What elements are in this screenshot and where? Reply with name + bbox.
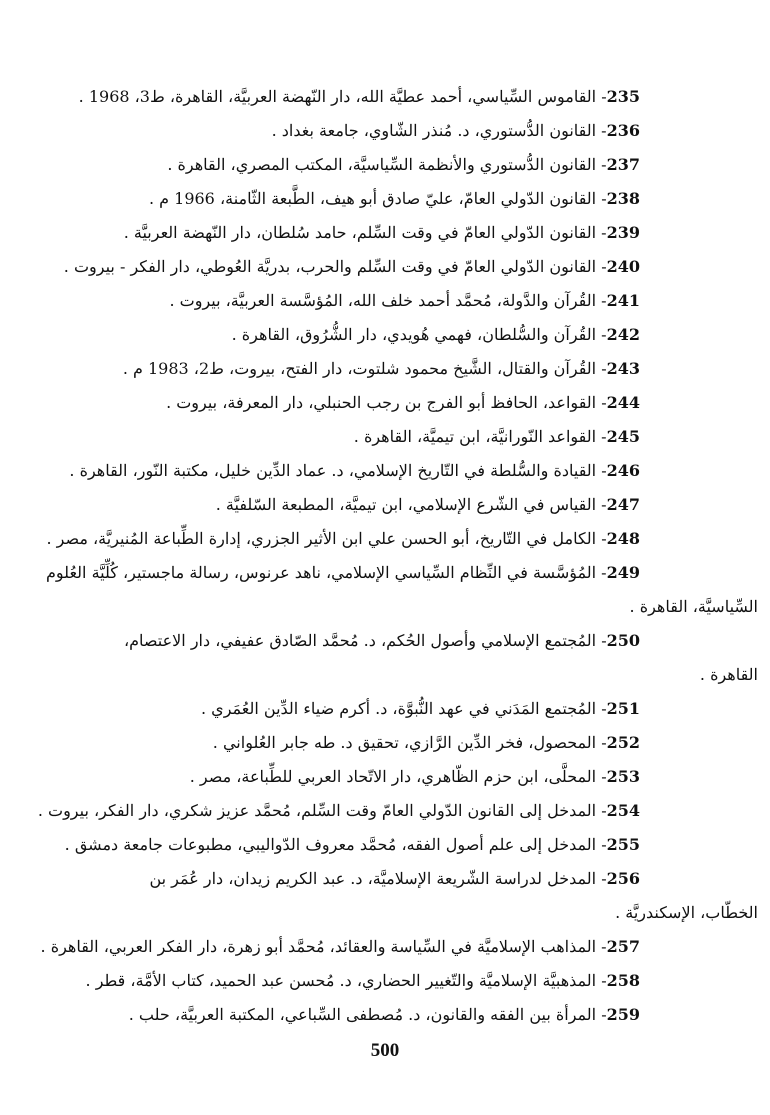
- entry-number: 253: [606, 767, 640, 786]
- entry-number: 243: [606, 359, 640, 378]
- bibliography-entry: [60, 624, 640, 658]
- bibliography-entry: [60, 216, 640, 250]
- bibliography-entry: [60, 692, 640, 726]
- entry-text: - القانون الدّولي العامّ في وقت السِّلم والحرب، بدريَّة العُوطي، دار الفكر - بيروت .: [63, 257, 607, 276]
- bibliography-entry: [45, 556, 640, 590]
- bibliography-entry: [37, 794, 640, 828]
- bibliography-entry-continuation: السِّياسيَّة، القاهرة .: [629, 597, 758, 616]
- entry-text: - القُرآن والسُّلطان، فهمي هُويدي، دار الشُّرُوق، القاهرة .: [231, 325, 607, 344]
- entry-number: 256: [606, 869, 640, 888]
- entry-number: 241: [606, 291, 640, 310]
- entry-number: 252: [606, 733, 640, 752]
- bibliography-entry: [60, 964, 640, 998]
- entry-text: - القانون الدّولي العامّ في وقت السِّلم، حامد سُلطان، دار النّهضة العربيَّة .: [123, 223, 607, 242]
- bibliography-entry: [60, 488, 640, 522]
- bibliography-entry-continuation: القاهرة .: [699, 665, 758, 684]
- entry-number: 242: [606, 325, 640, 344]
- entry-text: - القانون الدُّستوري والأنظمة السِّياسيَّة، المكتب المصري، القاهرة .: [167, 155, 607, 174]
- entry-number: 245: [606, 427, 640, 446]
- entry-number: 257: [606, 937, 640, 956]
- entry-number: 247: [606, 495, 640, 514]
- bibliography-entry: [60, 454, 640, 488]
- bibliography-entry: [60, 386, 640, 420]
- entry-text: - القياس في الشّرع الإسلامي، ابن تيميَّة، المطبعة السّلفيَّة .: [215, 495, 607, 514]
- entry-number: 251: [606, 699, 640, 718]
- entry-text: - القواعد النّورانيَّة، ابن تيميَّة، القاهرة .: [353, 427, 607, 446]
- entry-number: 259: [606, 1005, 640, 1024]
- entry-number: 237: [606, 155, 640, 174]
- entry-text: - المدخل إلى علم أصول الفقه، مُحمَّد معروف الدّواليبي، مطبوعات جامعة دمشق .: [64, 835, 607, 854]
- bibliography-entry: [60, 998, 640, 1032]
- entry-text: - المحصول، فخر الدِّين الرَّازي، تحقيق د. طه جابر العُلواني .: [212, 733, 607, 752]
- entry-text: - المذهبيَّة الإسلاميَّة والتّغيير الحضاري، د. مُحسن عبد الحميد، كتاب الأمَّة، قطر .: [85, 971, 607, 990]
- entry-number: 250: [606, 631, 640, 650]
- entry-number: 244: [606, 393, 640, 412]
- page-number: 500: [370, 1040, 400, 1061]
- entry-number: 239: [606, 223, 640, 242]
- entry-text: - المُجتمع الإسلامي وأصول الحُكم، د. مُحمَّد الصّادق عفيفي، دار الاعتصام،: [123, 631, 607, 650]
- bibliography-entry: [60, 182, 640, 216]
- entry-text: - القُرآن والدَّولة، مُحمَّد أحمد خلف الله، المُؤسَّسة العربيَّة، بيروت .: [169, 291, 607, 310]
- entry-text: - القواعد، الحافظ أبو الفرج بن رجب الحنبلي، دار المعرفة، بيروت .: [166, 393, 607, 412]
- bibliography-entry: [60, 352, 640, 386]
- bibliography-entry: [60, 80, 640, 114]
- entry-number: 235: [606, 87, 640, 106]
- bibliography-entry: [60, 148, 640, 182]
- entry-text: - المذاهب الإسلاميَّة في السِّياسة والعقائد، مُحمَّد أبو زهرة، دار الفكر العربي، القاهرة .: [40, 937, 607, 956]
- entry-number: 249: [606, 563, 640, 582]
- bibliography-entry: [60, 862, 640, 896]
- entry-number: 255: [606, 835, 640, 854]
- bibliography-entry: [60, 284, 640, 318]
- bibliography-entry: [60, 318, 640, 352]
- entry-text: - المرأة بين الفقه والقانون، د. مُصطفى السِّباعي، المكتبة العربيَّة، حلب .: [128, 1005, 607, 1024]
- entry-number: 258: [606, 971, 640, 990]
- bibliography-list: [37, 80, 758, 1032]
- entry-number: 238: [606, 189, 640, 208]
- entry-number: 240: [606, 257, 640, 276]
- entry-text: - القانون الدُّستوري، د. مُنذر الشّاوي، جامعة بغداد .: [271, 121, 607, 140]
- entry-text: - القاموس السِّياسي، أحمد عطيَّة الله، دار النّهضة العربيَّة، القاهرة، ط3، 1968 .: [78, 87, 607, 106]
- entry-text: - القانون الدّولي العامّ، عليّ صادق أبو هيف، الطَّبعة الثّامنة، 1966 م .: [148, 189, 607, 208]
- entry-number: 246: [606, 461, 640, 480]
- entry-number: 248: [606, 529, 640, 548]
- entry-text: - المدخل إلى القانون الدّولي العامّ وقت السِّلم، مُحمَّد عزيز شكري، دار الفكر، بيروت .: [37, 801, 607, 820]
- entry-number: 236: [606, 121, 640, 140]
- bibliography-entry: [60, 114, 640, 148]
- entry-number: 254: [606, 801, 640, 820]
- bibliography-entry: [60, 726, 640, 760]
- entry-text: - القُرآن والقتال، الشَّيخ محمود شلتوت، دار الفتح، بيروت، ط2، 1983 م .: [122, 359, 607, 378]
- bibliography-entry: [60, 760, 640, 794]
- bibliography-entry: [40, 930, 640, 964]
- bibliography-entry-continuation: الخطّاب، الإسكندريَّة .: [615, 903, 758, 922]
- bibliography-entry: [60, 250, 640, 284]
- entry-text: - المحلَّى، ابن حزم الظّاهري، دار الاتّحاد العربي للطِّباعة، مصر .: [189, 767, 607, 786]
- entry-text: - القيادة والسُّلطة في التّاريخ الإسلامي، د. عماد الدِّين خليل، مكتبة النّور، القاهرة .: [69, 461, 607, 480]
- entry-text: - المدخل لدراسة الشّريعة الإسلاميَّة، د. عبد الكريم زيدان، دار عُمَر بن: [149, 869, 607, 888]
- entry-text: - الكامل في التّاريخ، أبو الحسن علي ابن الأثير الجزري، إدارة الطِّباعة المُنيريَّة، مصر .: [46, 529, 607, 548]
- bibliography-entry: [60, 828, 640, 862]
- bibliography-entry: [46, 522, 640, 556]
- bibliography-entry: [60, 420, 640, 454]
- entry-text: - المُؤسَّسة في النِّظام السِّياسي الإسلامي، ناهد عرنوس، رسالة ماجستير، كُلِّيَّة العُلوم: [45, 563, 607, 582]
- entry-text: - المُجتمع المَدَني في عهد النُّبوَّة، د. أكرم ضياء الدِّين العُمَري .: [201, 699, 607, 718]
